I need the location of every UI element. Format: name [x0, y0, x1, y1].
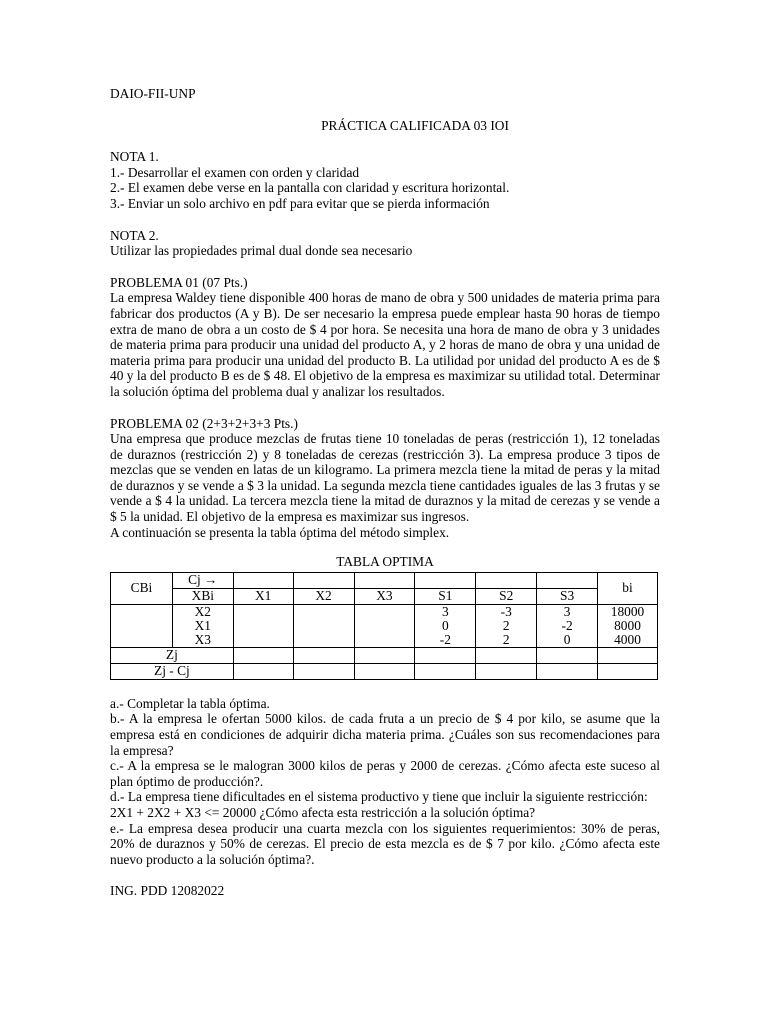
- zjcj-cell: [354, 663, 415, 679]
- table-cell: 8000: [614, 617, 641, 633]
- zjcj-cell: [598, 663, 658, 679]
- cj-cell: [354, 572, 415, 588]
- zjcj-cell: [415, 663, 476, 679]
- zj-cell: [598, 647, 658, 663]
- cbi-values: [111, 604, 173, 647]
- signature: ING. PDD 12082022: [110, 883, 225, 899]
- table-cell: 3: [441, 603, 449, 619]
- table-cell: -2: [561, 617, 573, 633]
- zj-cell: [476, 647, 537, 663]
- zj-cell: [233, 647, 293, 663]
- basis-var: X3: [194, 631, 212, 647]
- cj-label: Cj →: [173, 573, 233, 589]
- zj-cj-row: [111, 663, 658, 679]
- question-d: d.- La empresa tiene dificultades en el sistema productivo y tiene que incluir la siguiente restricción:: [110, 789, 648, 805]
- cj-xbi-header: [172, 572, 233, 604]
- table-header-row: [111, 572, 658, 588]
- table-cell: -3: [500, 603, 512, 619]
- problema1-section: [110, 275, 660, 400]
- zj-row: [111, 647, 658, 663]
- col-header-s1: S1: [415, 588, 476, 604]
- problema2-text: Una empresa que produce mezclas de frutas tiene 10 toneladas de peras (restricción 1), 12 toneladas de duraznos (restricción 2) y 8 toneladas de cerezas (restricción 3). La empresa produce 3 tipos de mezclas que se venden en latas de un kilogramo. La primera mezcla tiene la mitad de peras y la mitad de duraznos y se vende a $ 3 la unidad. La segunda mezcla tiene cantidades iguales de las 3 frutas y se vende a $ 4 la unidad. La tercera mezcla tiene la mitad de duraznos y la mitad de cerezas y se vende a $ 5 la unidad. El objetivo de la empresa es maximizar sus ingresos.: [110, 431, 660, 525]
- table-cell: 2: [502, 617, 510, 633]
- table-body-row: [111, 604, 658, 647]
- nota2-section: [110, 228, 660, 259]
- question-c: c.- A la empresa se le malogran 3000 kilos de peras y 2000 de cerezas. ¿Cómo afecta este suceso al plan óptimo de producción?.: [110, 758, 660, 789]
- cj-cell: [537, 572, 598, 588]
- nota1-item: 2.- El examen debe verse en la pantalla con claridad y escritura horizontal.: [110, 180, 510, 196]
- problema2-table-intro: A continuación se presenta la tabla óptima del método simplex.: [110, 524, 450, 540]
- zjcj-cell: [233, 663, 293, 679]
- zj-cj-label: Zj - Cj: [111, 663, 234, 679]
- question-b: b.- A la empresa le ofertan 5000 kilos. de cada fruta a un precio de $ 4 por kilo, se asume que la empresa está en condiciones de adquirir dicha materia prima. ¿Cuáles son sus recomendaciones para la empresa?: [110, 711, 660, 758]
- table-cell: 2: [502, 631, 510, 647]
- x2-values: [293, 604, 354, 647]
- xbi-label: XBi: [191, 587, 214, 603]
- zj-cell: [293, 647, 354, 663]
- nota1-section: [110, 149, 660, 211]
- cj-cell: [233, 572, 293, 588]
- col-header-x3: X3: [354, 588, 415, 604]
- nota2-text: Utilizar las propiedades primal dual donde sea necesario: [110, 243, 413, 259]
- problema1-heading: PROBLEMA 01 (07 Pts.): [110, 274, 248, 290]
- bi-values: [598, 604, 658, 647]
- table-cell: 0: [563, 631, 571, 647]
- zj-label: Zj: [111, 647, 234, 663]
- x3-values: [354, 604, 415, 647]
- cj-cell: [476, 572, 537, 588]
- s3-values: [537, 604, 598, 647]
- question-a: a.- Completar la tabla óptima.: [110, 695, 270, 711]
- nota2-heading: NOTA 2.: [110, 227, 159, 243]
- table-title: TABLA OPTIMA: [336, 554, 434, 570]
- zj-cell: [415, 647, 476, 663]
- s2-values: [476, 604, 537, 647]
- institution: DAIO-FII-UNP: [110, 86, 196, 101]
- table-cell: 0: [441, 617, 449, 633]
- table-cell: -2: [439, 631, 451, 647]
- nota1-item: 3.- Enviar un solo archivo en pdf para evitar que se pierda información: [110, 195, 490, 211]
- exam-document: [110, 86, 660, 899]
- question-d-constraint: 2X1 + 2X2 + X3 <= 20000 ¿Cómo afecta esta restricción a la solución óptima?: [110, 805, 536, 820]
- col-header-s2: S2: [476, 588, 537, 604]
- col-header-x2: X2: [293, 588, 354, 604]
- s1-values: [415, 604, 476, 647]
- col-header-x1: X1: [233, 588, 293, 604]
- basis-values: [172, 604, 233, 647]
- cj-cell: [293, 572, 354, 588]
- zj-cell: [354, 647, 415, 663]
- exam-title: PRÁCTICA CALIFICADA 03 IOI: [321, 117, 509, 133]
- zj-cell: [537, 647, 598, 663]
- cbi-header: CBi: [111, 572, 173, 604]
- problema2-heading: PROBLEMA 02 (2+3+2+3+3 Pts.): [110, 415, 298, 431]
- zjcj-cell: [537, 663, 598, 679]
- question-e: e.- La empresa desea producir una cuarta mezcla con los siguientes requerimientos: 30% de peras, 20% de duraznos y 50% de cerezas. El precio de esta mezcla es de $ 7 por kilo. ¿Cómo afecta este nuevo producto a la solución óptima?.: [110, 820, 660, 867]
- col-header-s3: S3: [537, 588, 598, 604]
- cj-cell: [415, 572, 476, 588]
- nota1-heading: NOTA 1.: [110, 149, 159, 165]
- nota1-item: 1.- Desarrollar el examen con orden y claridad: [110, 164, 360, 180]
- basis-var: X2: [194, 603, 212, 619]
- problema1-text: La empresa Waldey tiene disponible 400 horas de mano de obra y 500 unidades de materia prima para fabricar dos productos (A y B). De ser necesario la empresa puede emplear hasta 90 horas de tiempo extra de mano de obra a un costo de $ 4 por hora. Se necesita una hora de mano de obra y 3 unidades de materia prima para producir una unidad del producto A, y 2 horas de mano de obra y una unidad de materia prima para producir una unidad del producto B. La utilidad por unidad del producto A es de $ 40 y la del producto B es de $ 48. El objetivo de la empresa es maximizar su utilidad total. Determinar la solución óptima del problema dual y analizar los resultados.: [110, 290, 660, 399]
- table-cell: 4000: [614, 631, 641, 647]
- basis-var: X1: [194, 617, 212, 633]
- x1-values: [233, 604, 293, 647]
- problema2-section: [110, 416, 660, 868]
- zjcj-cell: [293, 663, 354, 679]
- zjcj-cell: [476, 663, 537, 679]
- simplex-optimal-table: [110, 572, 658, 680]
- table-cell: 18000: [610, 603, 645, 619]
- table-cell: 3: [563, 603, 571, 619]
- col-header-bi: bi: [598, 572, 658, 604]
